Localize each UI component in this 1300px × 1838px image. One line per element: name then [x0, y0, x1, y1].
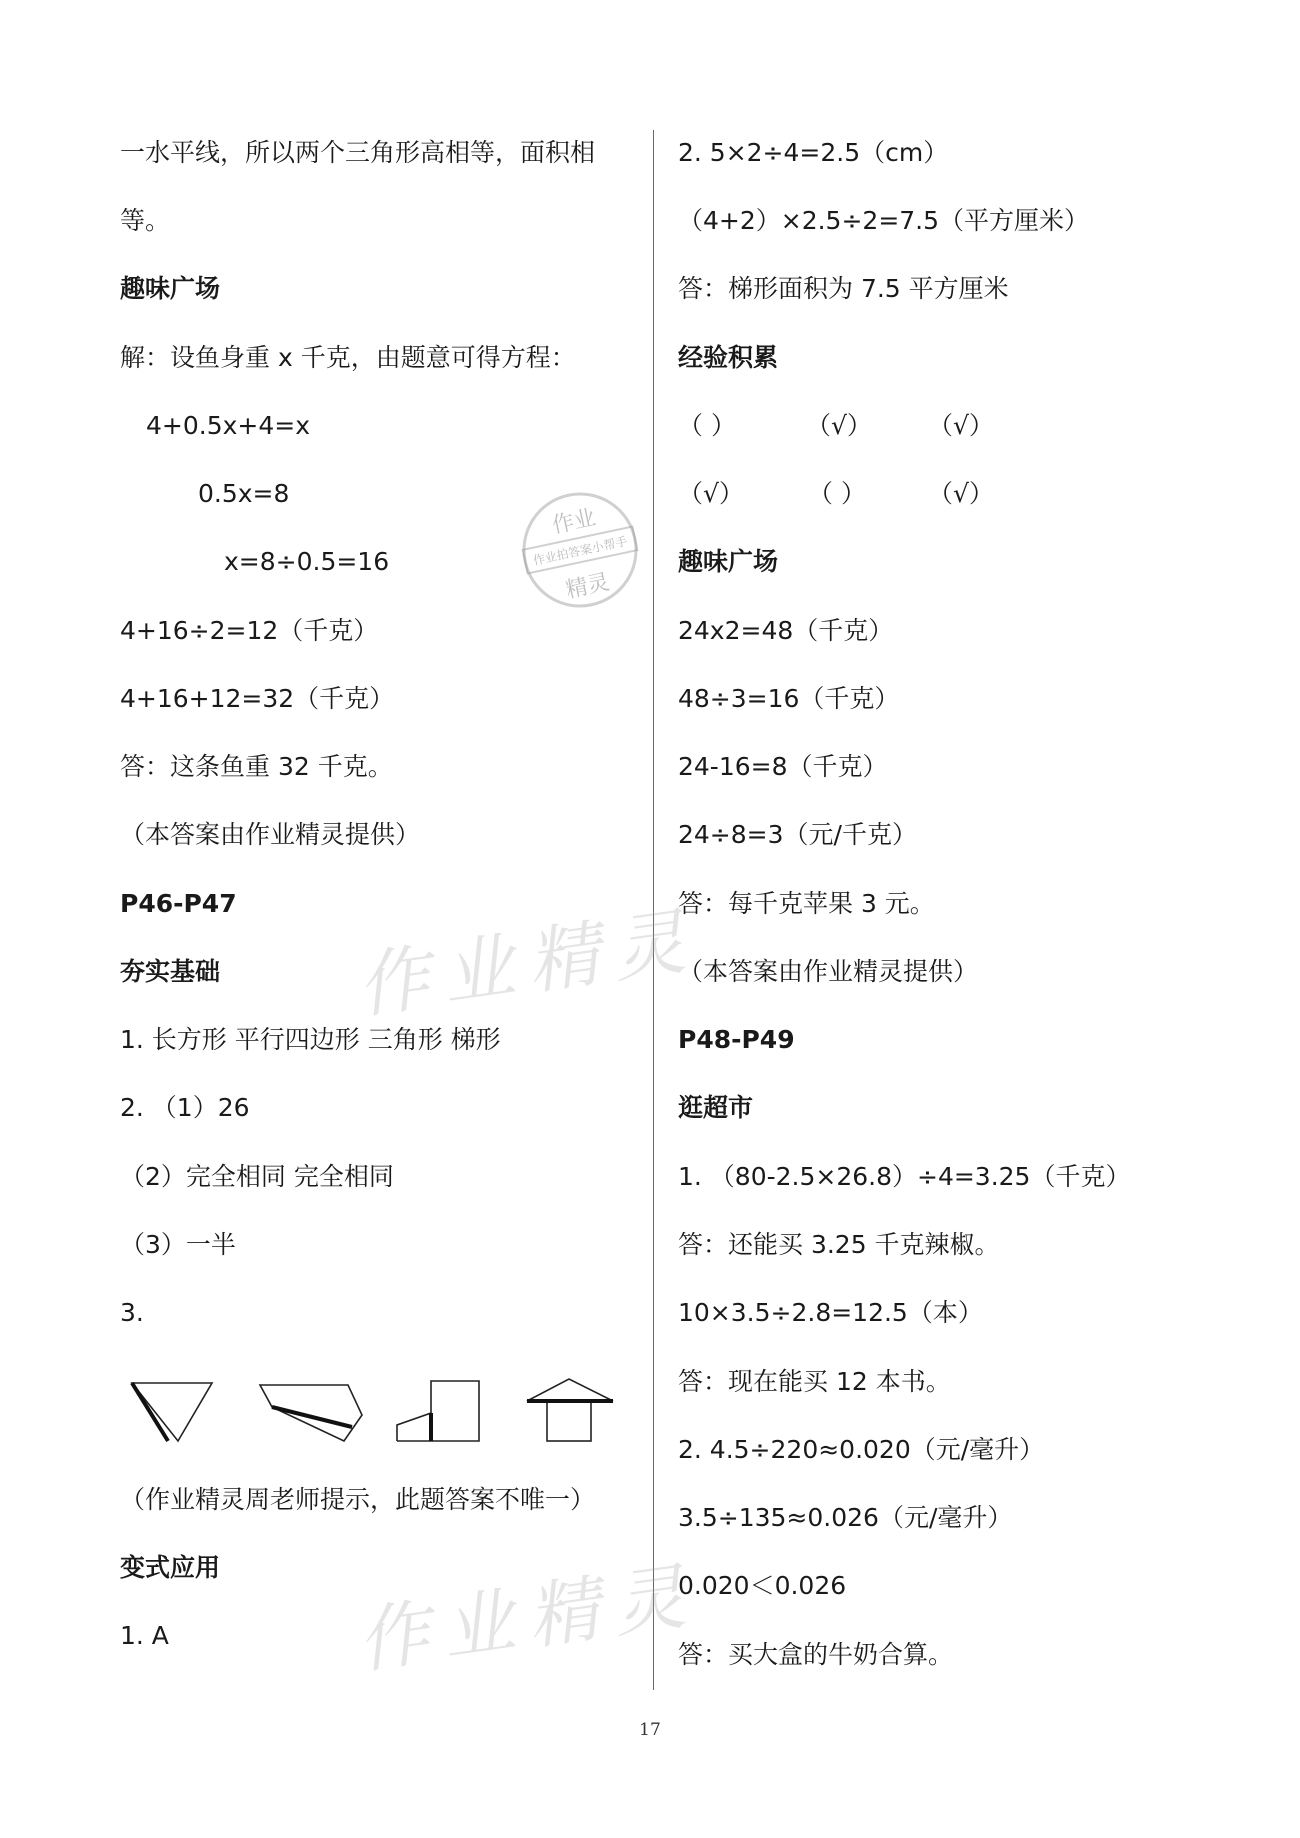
section-heading: 趣味广场	[678, 547, 779, 576]
answer-line: （ ）	[678, 411, 736, 440]
figure-trapezoid-split	[258, 1375, 368, 1445]
section-heading: P48-P49	[678, 1025, 795, 1054]
answer-line: 4+16+12=32（千克）	[120, 684, 395, 713]
answer-line: （作业精灵周老师提示，此题答案不唯一）	[120, 1485, 596, 1514]
answer-line: 3.5÷135≈0.026（元/毫升）	[678, 1503, 1013, 1532]
answer-line: 1. （80-2.5×26.8）÷4=3.25（千克）	[678, 1162, 1131, 1191]
answer-line: 2. 4.5÷220≈0.020（元/毫升）	[678, 1435, 1045, 1464]
answer-line: x=8÷0.5=16	[224, 547, 390, 576]
answer-line: 0.020＜0.026	[678, 1571, 847, 1600]
answer-line: 0.5x=8	[198, 479, 290, 508]
answer-line: （ ）	[808, 479, 866, 508]
section-heading: 趣味广场	[120, 274, 221, 303]
answer-line: 48÷3=16（千克）	[678, 684, 900, 713]
answer-line: 4+16÷2=12（千克）	[120, 616, 379, 645]
answer-line: （√）	[806, 411, 872, 440]
answer-line: 4+0.5x+4=x	[146, 411, 311, 440]
answer-line: 24÷8=3（元/千克）	[678, 820, 917, 849]
answer-line: 1. A	[120, 1621, 169, 1650]
answer-line: 3.	[120, 1298, 144, 1327]
section-heading: 逛超市	[678, 1093, 754, 1122]
answer-line: 答：还能买 3.25 千克辣椒。	[678, 1230, 1000, 1259]
stamp-top-text: 作业	[549, 505, 599, 539]
answer-line: （本答案由作业精灵提供）	[678, 957, 979, 986]
stamp-mid-text: 作业拍答案小帮手	[531, 534, 629, 568]
answer-line: 解：设鱼身重 x 千克，由题意可得方程：	[120, 343, 576, 372]
q3-figures	[130, 1375, 640, 1475]
answer-line: （3）一半	[120, 1230, 236, 1259]
answer-line: 答：买大盒的牛奶合算。	[678, 1640, 954, 1669]
page-number: 17	[639, 1720, 661, 1740]
answer-line: 24x2=48（千克）	[678, 616, 894, 645]
watermark-bottom: 作业精灵	[351, 1552, 705, 1684]
section-heading: 夯实基础	[120, 957, 221, 986]
section-heading: P46-P47	[120, 889, 237, 918]
section-heading: 经验积累	[678, 343, 779, 372]
answer-line: 答：这条鱼重 32 千克。	[120, 752, 393, 781]
column-divider	[653, 130, 654, 1690]
answer-line: 答：现在能买 12 本书。	[678, 1367, 951, 1396]
figure-house-split	[525, 1375, 625, 1445]
watermark-stamp	[509, 479, 651, 621]
answer-line: 一水平线，所以两个三角形高相等，面积相	[120, 138, 596, 167]
answer-line: 1. 长方形 平行四边形 三角形 梯形	[120, 1025, 501, 1054]
answer-line: （√）	[678, 479, 744, 508]
section-heading: 变式应用	[120, 1553, 221, 1582]
answer-line: （2）完全相同 完全相同	[120, 1162, 394, 1191]
watermark-mid: 作业精灵	[351, 897, 705, 1029]
answer-line: 等。	[120, 206, 171, 235]
answer-line: 答：每千克苹果 3 元。	[678, 889, 935, 918]
answer-line: （√）	[928, 479, 994, 508]
answer-line: 答：梯形面积为 7.5 平方厘米	[678, 274, 1009, 303]
answer-line: 10×3.5÷2.8=12.5（本）	[678, 1298, 983, 1327]
stamp-bottom-text: 精灵	[563, 569, 612, 604]
answer-line: （4+2）×2.5÷2=7.5（平方厘米）	[678, 206, 1090, 235]
answer-line: 2. 5×2÷4=2.5（cm）	[678, 138, 949, 167]
figure-step-split	[395, 1375, 485, 1445]
answer-line: 24-16=8（千克）	[678, 752, 888, 781]
answer-line: （本答案由作业精灵提供）	[120, 820, 421, 849]
figure-triangle-split	[130, 1375, 220, 1445]
answer-line: 2. （1）26	[120, 1093, 250, 1122]
answer-line: （√）	[928, 411, 994, 440]
